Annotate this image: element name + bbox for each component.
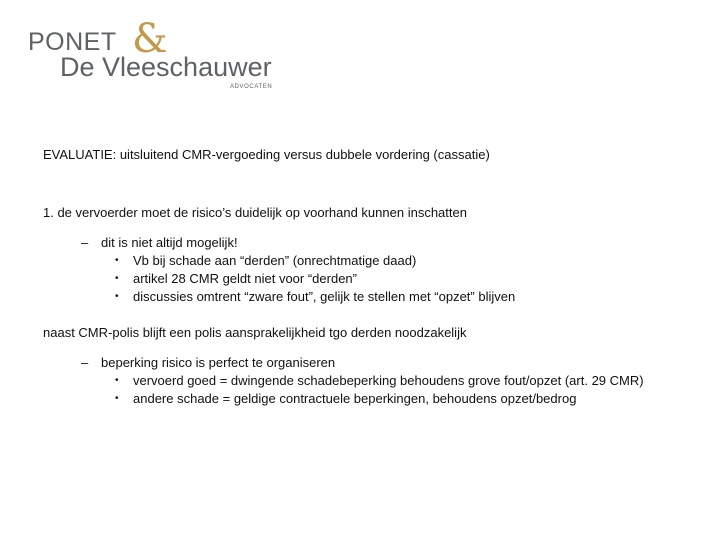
logo-ampersand: &	[132, 16, 168, 62]
logo-de-vleeschauwer: De Vleeschauwer	[60, 52, 272, 82]
bullet-item	[43, 288, 683, 306]
dash-item-2	[43, 354, 683, 372]
dash-marker: –	[81, 355, 89, 370]
point-2: naast CMR-polis blijft een polis aansprakelijkheid tgo derden noodzakelijk	[43, 325, 467, 340]
bullet-text: discussies omtrent “zware fout”, gelijk te stellen met “opzet” blijven	[133, 289, 516, 304]
point-1: 1. de vervoerder moet de risico’s duidelijk op voorhand kunnen inschatten	[43, 205, 467, 220]
bullet-icon: •	[115, 273, 119, 284]
bullet-icon: •	[115, 375, 119, 386]
dash-item-1-text: dit is niet altijd mogelijk!	[101, 235, 238, 250]
bullet-text: andere schade = geldige contractuele beperkingen, behoudens opzet/bedrog	[133, 391, 577, 406]
company-logo	[28, 16, 288, 92]
slide-heading: EVALUATIE: uitsluitend CMR-vergoeding versus dubbele vordering (cassatie)	[43, 147, 490, 162]
logo-advocaten: ADVOCATEN	[230, 84, 273, 90]
bullet-item	[43, 372, 683, 390]
logo-ponet: PONET	[28, 28, 117, 56]
bullet-icon: •	[115, 291, 119, 302]
bullet-item	[43, 390, 683, 408]
bullet-icon: •	[115, 255, 119, 266]
dash-item-2-text: beperking risico is perfect te organiseren	[101, 355, 336, 370]
bullet-text: vervoerd goed = dwingende schadebeperking behoudens grove fout/opzet (art. 29 CMR)	[133, 373, 644, 388]
bullet-text: artikel 28 CMR geldt niet voor “derden”	[133, 271, 357, 286]
dash-marker: –	[81, 235, 89, 250]
dash-item-1	[43, 234, 683, 252]
bullet-item	[43, 252, 683, 270]
bullet-item	[43, 270, 683, 288]
bullet-text: Vb bij schade aan “derden” (onrechtmatige daad)	[133, 253, 417, 268]
bullet-icon: •	[115, 393, 119, 404]
slide-content	[43, 146, 683, 408]
